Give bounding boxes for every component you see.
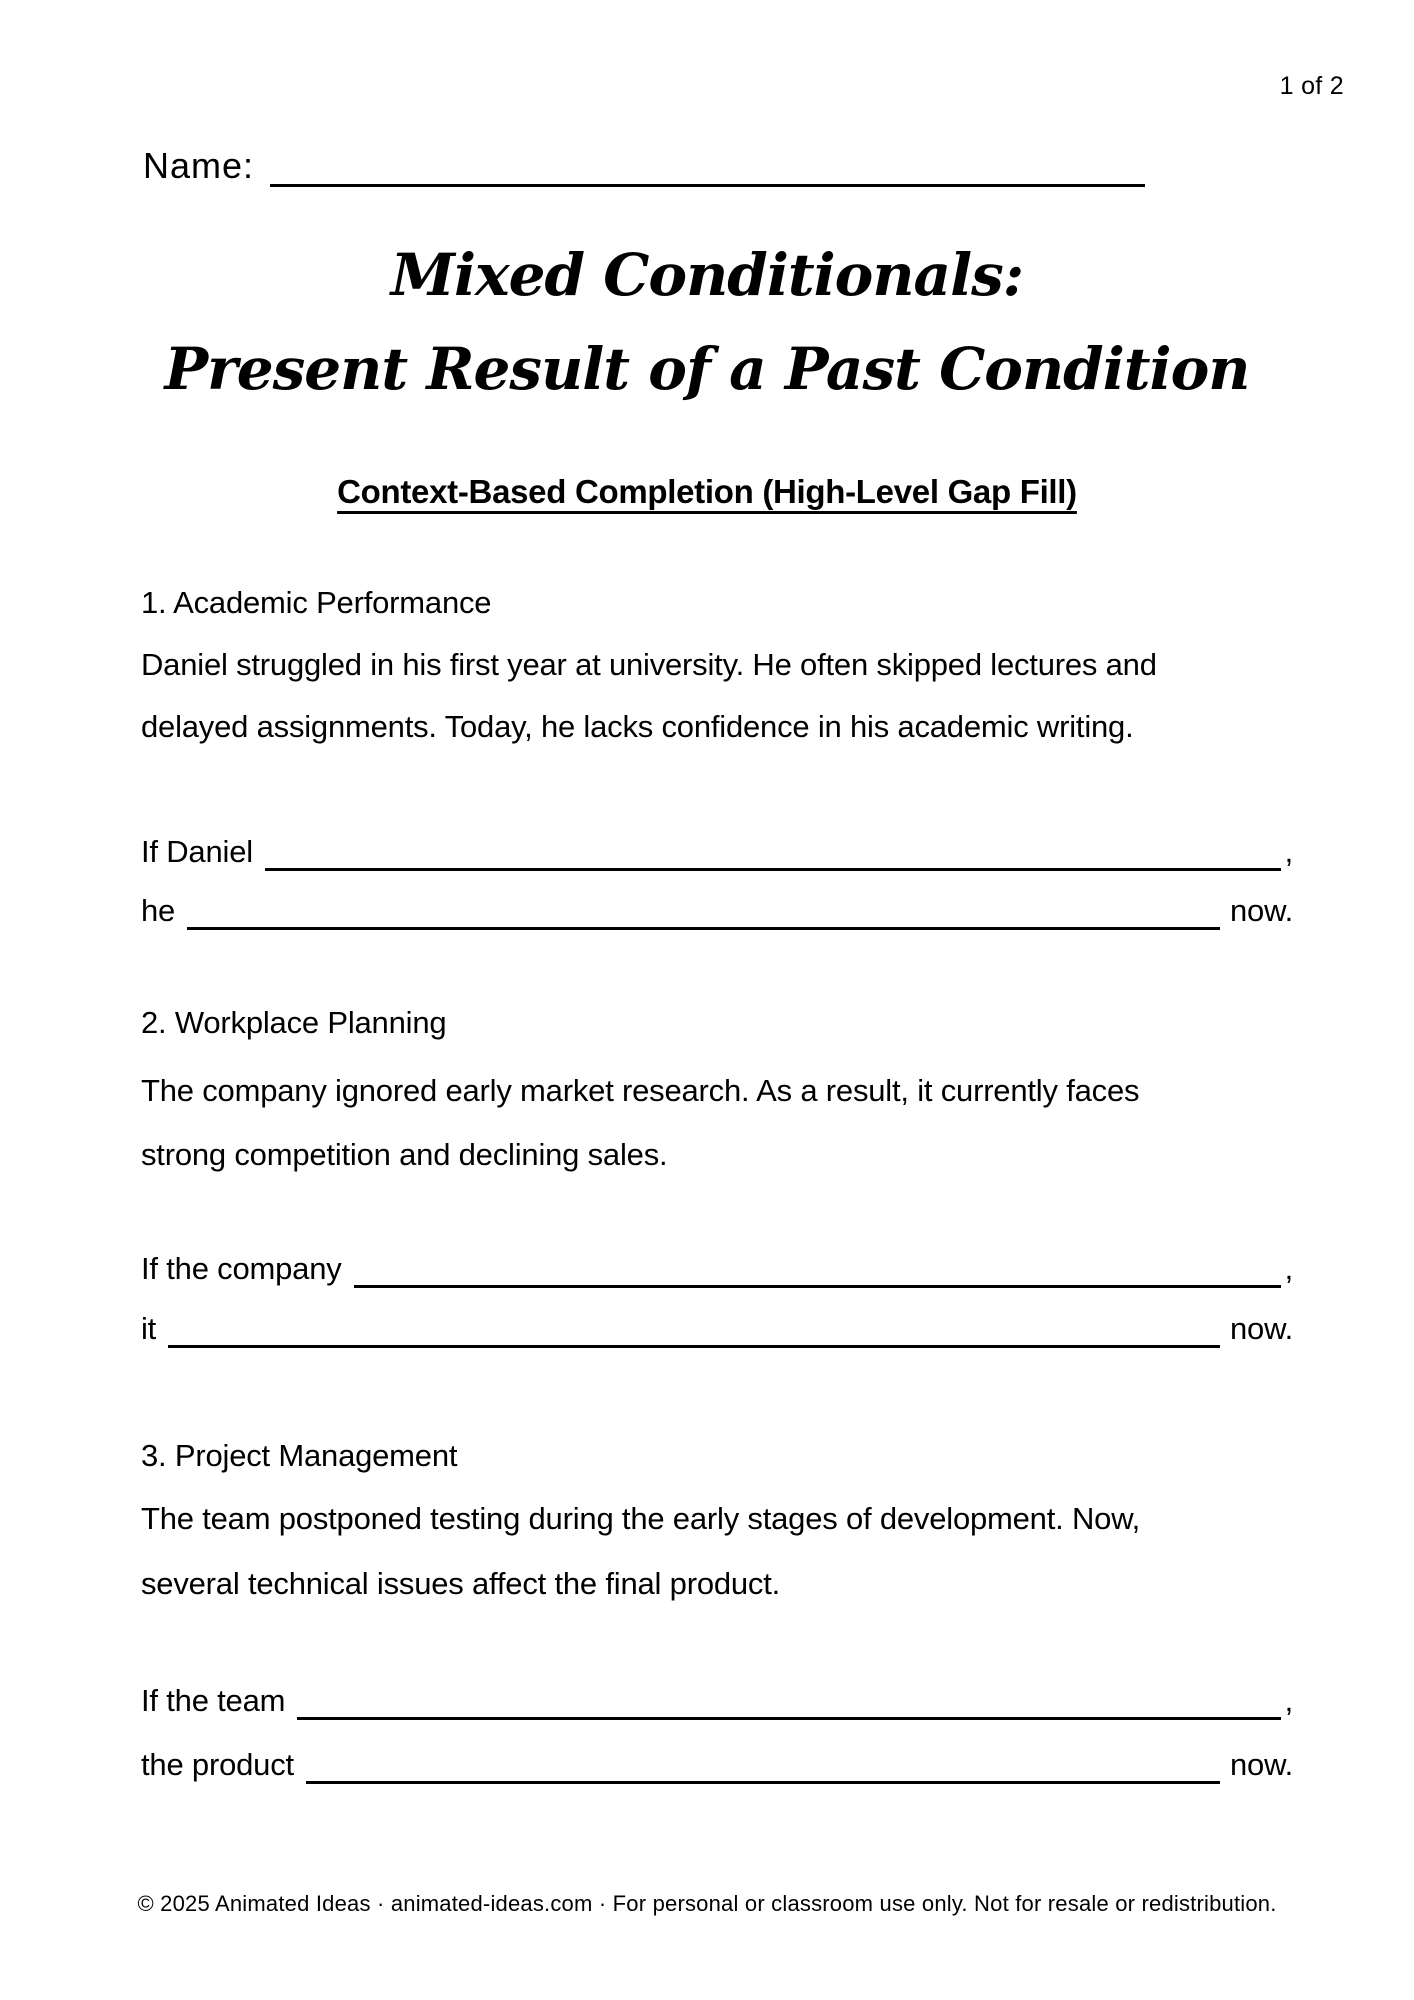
section-1-gap-row-1 bbox=[141, 830, 1293, 871]
title-line-2: Present Result of a Past Condition bbox=[164, 335, 1250, 403]
gap-prefix: If Daniel bbox=[141, 834, 253, 869]
section-1-heading: 1. Academic Performance bbox=[141, 585, 492, 620]
gap-blank-line bbox=[354, 1247, 1281, 1288]
gap-suffix: now. bbox=[1230, 1747, 1293, 1782]
section-1-context-line: delayed assignments. Today, he lacks confidence in his academic writing. bbox=[141, 709, 1134, 744]
gap-blank-line bbox=[265, 830, 1281, 871]
section-3-context-line: The team postponed testing during the early stages of development. Now, bbox=[141, 1501, 1141, 1536]
gap-suffix: , bbox=[1284, 834, 1293, 869]
worksheet-title bbox=[0, 228, 1414, 416]
name-label: Name: bbox=[143, 145, 255, 186]
gap-suffix: now. bbox=[1230, 1311, 1293, 1346]
section-2-context-line: strong competition and declining sales. bbox=[141, 1137, 668, 1172]
gap-suffix: , bbox=[1284, 1683, 1293, 1718]
worksheet-subtitle: Context-Based Completion (High-Level Gap Fill) bbox=[337, 473, 1077, 510]
gap-prefix: If the team bbox=[141, 1683, 286, 1718]
gap-blank-line bbox=[168, 1307, 1220, 1348]
title-line-1: Mixed Conditionals: bbox=[390, 241, 1024, 309]
gap-suffix: now. bbox=[1230, 893, 1293, 928]
section-3-heading: 3. Project Management bbox=[141, 1438, 458, 1473]
page-number: 1 of 2 bbox=[1279, 72, 1344, 100]
gap-blank-line bbox=[187, 889, 1220, 930]
name-row bbox=[143, 142, 1153, 187]
gap-prefix: If the company bbox=[141, 1251, 342, 1286]
name-blank-line bbox=[270, 142, 1145, 187]
copyright-footer: © 2025 Animated Ideas · animated-ideas.com · For personal or classroom use only. Not for resale or redistribution. bbox=[137, 1891, 1277, 1916]
gap-blank-line bbox=[297, 1679, 1280, 1720]
gap-prefix: he bbox=[141, 893, 176, 928]
section-1-gap-row-2 bbox=[141, 889, 1293, 930]
section-1-context-line: Daniel struggled in his first year at university. He often skipped lectures and bbox=[141, 647, 1157, 682]
section-2-gap-row-1 bbox=[141, 1247, 1293, 1288]
section-2-heading: 2. Workplace Planning bbox=[141, 1005, 447, 1040]
section-2-gap-row-2 bbox=[141, 1307, 1293, 1348]
section-3-context-line: several technical issues affect the final product. bbox=[141, 1566, 781, 1601]
section-3-gap-row-2 bbox=[141, 1743, 1293, 1784]
gap-prefix: the product bbox=[141, 1747, 294, 1782]
gap-suffix: , bbox=[1284, 1251, 1293, 1286]
section-2-context-line: The company ignored early market research. As a result, it currently faces bbox=[141, 1073, 1140, 1108]
gap-prefix: it bbox=[141, 1311, 157, 1346]
gap-blank-line bbox=[306, 1743, 1220, 1784]
section-3-gap-row-1 bbox=[141, 1679, 1293, 1720]
